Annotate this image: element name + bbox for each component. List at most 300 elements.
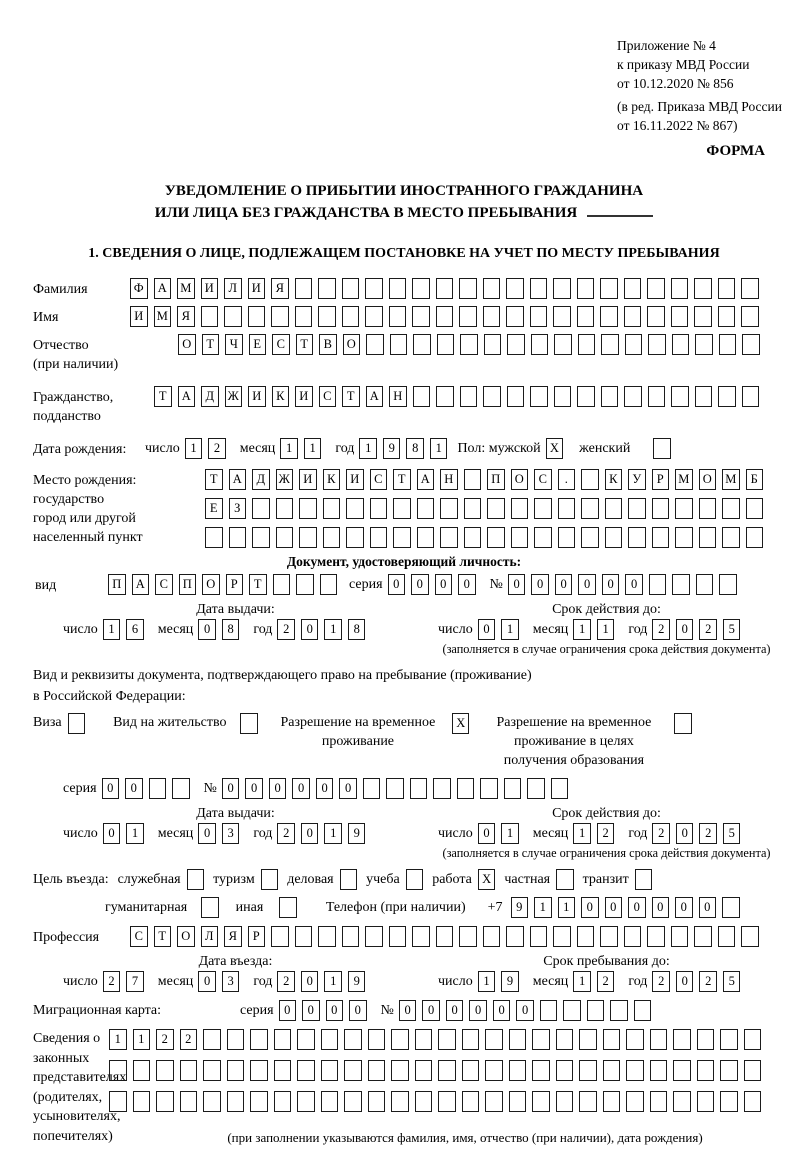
form-cell[interactable] [578,334,596,355]
form-cell[interactable] [459,926,477,947]
form-cell[interactable]: 0 [676,619,694,640]
form-cell[interactable]: 3 [222,823,240,844]
form-cell[interactable] [203,1060,221,1081]
form-cell[interactable] [577,278,595,299]
form-cell[interactable]: Т [154,386,172,407]
form-cell[interactable] [530,278,548,299]
form-cell[interactable]: З [229,498,247,519]
form-cell[interactable]: 0 [125,778,143,799]
form-cell[interactable] [368,1060,386,1081]
form-cell[interactable] [342,278,360,299]
form-cell[interactable] [511,527,529,548]
form-cell[interactable]: 1 [304,438,322,459]
form-cell[interactable]: 0 [531,574,549,595]
form-cell[interactable] [671,306,689,327]
form-cell[interactable] [252,527,270,548]
form-cell[interactable]: 0 [578,574,596,595]
form-cell[interactable] [484,334,502,355]
form-cell[interactable]: 1 [324,823,342,844]
form-cell[interactable] [603,1029,621,1050]
form-cell[interactable]: 5 [723,823,741,844]
form-cell[interactable] [393,498,411,519]
form-cell[interactable] [601,334,619,355]
form-cell[interactable] [370,527,388,548]
form-cell[interactable] [532,1060,550,1081]
form-cell[interactable] [534,527,552,548]
form-cell[interactable] [271,926,289,947]
form-cell[interactable]: 0 [316,778,334,799]
form-cell[interactable] [133,1091,151,1112]
form-cell[interactable] [323,498,341,519]
form-cell[interactable] [742,334,760,355]
form-cell[interactable] [719,334,737,355]
form-cell[interactable] [415,1060,433,1081]
form-cell[interactable] [436,386,454,407]
form-cell[interactable] [531,334,549,355]
form-cell[interactable]: 1 [185,438,203,459]
form-cell[interactable] [412,926,430,947]
form-cell[interactable] [626,1029,644,1050]
form-cell[interactable]: Я [224,926,242,947]
form-cell[interactable] [610,1000,628,1021]
form-cell[interactable] [410,778,428,799]
form-cell[interactable]: 2 [156,1029,174,1050]
form-cell[interactable] [480,778,498,799]
form-cell[interactable]: 9 [348,971,366,992]
form-cell[interactable] [276,527,294,548]
form-cell[interactable] [271,306,289,327]
form-cell[interactable] [276,498,294,519]
form-cell[interactable]: О [343,334,361,355]
form-cell[interactable]: К [323,469,341,490]
form-cell[interactable] [172,778,190,799]
form-cell[interactable]: 0 [469,1000,487,1021]
form-cell[interactable]: . [558,469,576,490]
form-cell[interactable]: 0 [102,778,120,799]
form-cell[interactable] [720,1091,738,1112]
form-cell[interactable]: X [546,438,564,459]
form-cell[interactable]: П [108,574,126,595]
form-cell[interactable] [406,869,424,890]
form-cell[interactable] [673,1029,691,1050]
form-cell[interactable]: 0 [326,1000,344,1021]
form-cell[interactable]: 0 [555,574,573,595]
form-cell[interactable] [436,926,454,947]
form-cell[interactable]: М [675,469,693,490]
form-cell[interactable] [540,1000,558,1021]
form-cell[interactable] [722,498,740,519]
form-cell[interactable] [579,1029,597,1050]
form-cell[interactable] [628,527,646,548]
form-cell[interactable] [149,778,167,799]
form-cell[interactable] [391,1029,409,1050]
form-cell[interactable] [413,334,431,355]
form-cell[interactable]: Б [746,469,764,490]
form-cell[interactable] [554,334,572,355]
form-cell[interactable]: 1 [359,438,377,459]
form-cell[interactable] [366,334,384,355]
form-cell[interactable]: Т [202,334,220,355]
form-cell[interactable] [718,278,736,299]
form-cell[interactable]: 1 [501,619,519,640]
form-cell[interactable] [187,869,205,890]
form-cell[interactable] [386,778,404,799]
form-cell[interactable] [323,527,341,548]
form-cell[interactable]: С [319,386,337,407]
form-cell[interactable] [464,527,482,548]
form-cell[interactable] [391,1060,409,1081]
form-cell[interactable] [201,306,219,327]
form-cell[interactable]: 1 [573,971,591,992]
form-cell[interactable] [652,498,670,519]
form-cell[interactable] [224,306,242,327]
form-cell[interactable]: 2 [699,619,717,640]
form-cell[interactable] [438,1060,456,1081]
form-cell[interactable] [579,1091,597,1112]
form-cell[interactable] [653,438,671,459]
form-cell[interactable] [299,527,317,548]
form-cell[interactable] [600,278,618,299]
form-cell[interactable]: О [178,334,196,355]
form-cell[interactable]: 0 [652,897,670,918]
form-cell[interactable]: 1 [501,823,519,844]
form-cell[interactable]: Р [226,574,244,595]
form-cell[interactable] [554,386,572,407]
form-cell[interactable]: А [417,469,435,490]
form-cell[interactable] [697,1091,715,1112]
form-cell[interactable]: 2 [652,619,670,640]
form-cell[interactable] [563,1000,581,1021]
form-cell[interactable]: 2 [277,971,295,992]
form-cell[interactable] [156,1060,174,1081]
form-cell[interactable] [318,278,336,299]
form-cell[interactable] [530,386,548,407]
form-cell[interactable]: Р [248,926,266,947]
form-cell[interactable]: 0 [388,574,406,595]
form-cell[interactable] [699,498,717,519]
form-cell[interactable]: Т [393,469,411,490]
form-cell[interactable] [634,1000,652,1021]
form-cell[interactable]: Т [249,574,267,595]
form-cell[interactable] [722,527,740,548]
form-cell[interactable] [624,926,642,947]
form-cell[interactable]: 9 [501,971,519,992]
form-cell[interactable] [635,869,653,890]
form-cell[interactable] [261,869,279,890]
form-cell[interactable]: 5 [723,619,741,640]
form-cell[interactable] [156,1091,174,1112]
form-cell[interactable] [553,278,571,299]
form-cell[interactable] [274,1060,292,1081]
form-cell[interactable] [558,498,576,519]
form-cell[interactable] [605,527,623,548]
form-cell[interactable] [321,1060,339,1081]
form-cell[interactable]: О [699,469,717,490]
form-cell[interactable]: 0 [446,1000,464,1021]
form-cell[interactable] [648,334,666,355]
form-cell[interactable] [273,574,291,595]
form-cell[interactable] [109,1060,127,1081]
form-cell[interactable] [203,1091,221,1112]
form-cell[interactable] [673,1060,691,1081]
form-cell[interactable]: И [346,469,364,490]
form-cell[interactable] [370,498,388,519]
form-cell[interactable]: 0 [198,823,216,844]
form-cell[interactable] [296,574,314,595]
form-cell[interactable] [299,498,317,519]
form-cell[interactable]: А [229,469,247,490]
form-cell[interactable] [509,1060,527,1081]
form-cell[interactable]: 1 [597,619,615,640]
form-cell[interactable] [601,386,619,407]
form-cell[interactable]: П [487,469,505,490]
form-cell[interactable]: Т [205,469,223,490]
form-cell[interactable] [720,1060,738,1081]
form-cell[interactable]: 0 [245,778,263,799]
form-cell[interactable]: С [130,926,148,947]
form-cell[interactable] [180,1060,198,1081]
form-cell[interactable]: 0 [605,897,623,918]
form-cell[interactable] [556,869,574,890]
form-cell[interactable]: 0 [269,778,287,799]
form-cell[interactable] [746,527,764,548]
form-cell[interactable]: 0 [676,823,694,844]
form-cell[interactable] [436,306,454,327]
form-cell[interactable] [437,334,455,355]
form-cell[interactable]: 1 [109,1029,127,1050]
form-cell[interactable]: И [248,386,266,407]
form-cell[interactable]: 0 [675,897,693,918]
form-cell[interactable] [671,926,689,947]
form-cell[interactable] [412,306,430,327]
form-cell[interactable]: 0 [699,897,717,918]
form-cell[interactable] [675,498,693,519]
form-cell[interactable] [695,334,713,355]
form-cell[interactable]: П [179,574,197,595]
form-cell[interactable]: 1 [324,971,342,992]
form-cell[interactable] [605,498,623,519]
form-cell[interactable] [741,926,759,947]
form-cell[interactable]: 2 [652,971,670,992]
form-cell[interactable]: 5 [723,971,741,992]
form-cell[interactable]: 0 [222,778,240,799]
form-cell[interactable]: И [248,278,266,299]
form-cell[interactable]: Л [224,278,242,299]
form-cell[interactable]: Н [389,386,407,407]
form-cell[interactable]: 0 [301,971,319,992]
form-cell[interactable]: 0 [581,897,599,918]
form-cell[interactable] [652,527,670,548]
form-cell[interactable] [697,1029,715,1050]
form-cell[interactable]: А [178,386,196,407]
form-cell[interactable]: 1 [478,971,496,992]
form-cell[interactable] [551,778,569,799]
form-cell[interactable] [368,1029,386,1050]
form-cell[interactable]: Я [271,278,289,299]
form-cell[interactable]: 6 [126,619,144,640]
form-cell[interactable]: 1 [534,897,552,918]
form-cell[interactable]: 0 [458,574,476,595]
form-cell[interactable] [346,498,364,519]
form-cell[interactable]: 1 [324,619,342,640]
form-cell[interactable] [671,386,689,407]
form-cell[interactable] [600,306,618,327]
form-cell[interactable] [650,1029,668,1050]
form-cell[interactable] [250,1029,268,1050]
form-cell[interactable]: 0 [478,619,496,640]
form-cell[interactable]: 0 [279,1000,297,1021]
form-cell[interactable] [109,1091,127,1112]
form-cell[interactable] [483,926,501,947]
form-cell[interactable] [433,778,451,799]
form-cell[interactable] [744,1091,762,1112]
form-cell[interactable] [320,574,338,595]
form-cell[interactable] [581,469,599,490]
form-cell[interactable]: 1 [558,897,576,918]
form-cell[interactable] [229,527,247,548]
form-cell[interactable] [227,1091,245,1112]
form-cell[interactable]: 2 [180,1029,198,1050]
form-cell[interactable]: 0 [292,778,310,799]
form-cell[interactable]: 0 [625,574,643,595]
form-cell[interactable]: 2 [103,971,121,992]
form-cell[interactable]: Д [201,386,219,407]
form-cell[interactable]: Т [296,334,314,355]
form-cell[interactable] [696,574,714,595]
form-cell[interactable] [464,469,482,490]
form-cell[interactable] [506,926,524,947]
form-cell[interactable]: 3 [222,971,240,992]
form-cell[interactable]: 0 [516,1000,534,1021]
form-cell[interactable]: Д [252,469,270,490]
form-cell[interactable] [485,1091,503,1112]
form-cell[interactable] [675,527,693,548]
form-cell[interactable] [462,1091,480,1112]
form-cell[interactable] [603,1060,621,1081]
form-cell[interactable] [556,1060,574,1081]
form-cell[interactable]: М [722,469,740,490]
form-cell[interactable] [321,1029,339,1050]
form-cell[interactable] [722,897,740,918]
form-cell[interactable]: 1 [430,438,448,459]
form-cell[interactable] [625,334,643,355]
form-cell[interactable] [342,306,360,327]
form-cell[interactable]: 8 [222,619,240,640]
form-cell[interactable] [741,278,759,299]
form-cell[interactable] [318,306,336,327]
form-cell[interactable] [344,1091,362,1112]
form-cell[interactable] [581,527,599,548]
form-cell[interactable] [227,1060,245,1081]
form-cell[interactable]: 0 [435,574,453,595]
form-cell[interactable] [626,1060,644,1081]
form-cell[interactable] [694,926,712,947]
form-cell[interactable] [671,278,689,299]
form-cell[interactable]: И [201,278,219,299]
form-cell[interactable]: И [299,469,317,490]
form-cell[interactable] [415,1029,433,1050]
form-cell[interactable]: О [202,574,220,595]
form-cell[interactable] [485,1029,503,1050]
form-cell[interactable] [530,926,548,947]
form-cell[interactable]: 0 [411,574,429,595]
form-cell[interactable]: И [130,306,148,327]
form-cell[interactable]: X [452,713,470,734]
form-cell[interactable] [744,1060,762,1081]
form-cell[interactable]: Л [201,926,219,947]
form-cell[interactable] [626,1091,644,1112]
form-cell[interactable]: К [272,386,290,407]
form-cell[interactable]: Ж [276,469,294,490]
form-cell[interactable]: Е [249,334,267,355]
form-cell[interactable] [457,778,475,799]
form-cell[interactable] [460,386,478,407]
form-cell[interactable] [393,527,411,548]
form-cell[interactable] [649,574,667,595]
form-cell[interactable] [674,713,692,734]
form-cell[interactable]: Ч [225,334,243,355]
form-cell[interactable] [440,498,458,519]
form-cell[interactable]: С [272,334,290,355]
form-cell[interactable]: X [478,869,496,890]
form-cell[interactable] [628,498,646,519]
form-cell[interactable] [720,1029,738,1050]
form-cell[interactable] [340,869,358,890]
form-cell[interactable] [436,278,454,299]
form-cell[interactable] [297,1060,315,1081]
form-cell[interactable] [673,1091,691,1112]
form-cell[interactable] [487,498,505,519]
form-cell[interactable] [464,498,482,519]
form-cell[interactable] [344,1060,362,1081]
form-cell[interactable] [577,386,595,407]
form-cell[interactable] [556,1091,574,1112]
form-cell[interactable] [647,278,665,299]
form-cell[interactable]: 0 [339,778,357,799]
form-cell[interactable]: 8 [348,619,366,640]
form-cell[interactable] [68,713,86,734]
form-cell[interactable]: О [177,926,195,947]
form-cell[interactable]: 2 [652,823,670,844]
form-cell[interactable] [603,1091,621,1112]
form-cell[interactable] [581,498,599,519]
form-cell[interactable] [509,1029,527,1050]
form-cell[interactable]: 0 [301,823,319,844]
form-cell[interactable] [556,1029,574,1050]
form-cell[interactable] [532,1091,550,1112]
form-cell[interactable] [252,498,270,519]
form-cell[interactable] [459,306,477,327]
form-cell[interactable] [504,778,522,799]
form-cell[interactable] [344,1029,362,1050]
form-cell[interactable]: 0 [302,1000,320,1021]
form-cell[interactable] [459,278,477,299]
form-cell[interactable]: В [319,334,337,355]
form-cell[interactable] [462,1029,480,1050]
form-cell[interactable] [365,926,383,947]
form-cell[interactable] [511,498,529,519]
form-cell[interactable]: 2 [699,971,717,992]
form-cell[interactable]: 2 [597,971,615,992]
form-cell[interactable] [201,897,219,918]
form-cell[interactable] [672,334,690,355]
form-cell[interactable] [553,306,571,327]
form-cell[interactable]: С [370,469,388,490]
form-cell[interactable]: 0 [602,574,620,595]
form-cell[interactable]: С [534,469,552,490]
form-cell[interactable] [718,926,736,947]
form-cell[interactable]: 2 [277,823,295,844]
